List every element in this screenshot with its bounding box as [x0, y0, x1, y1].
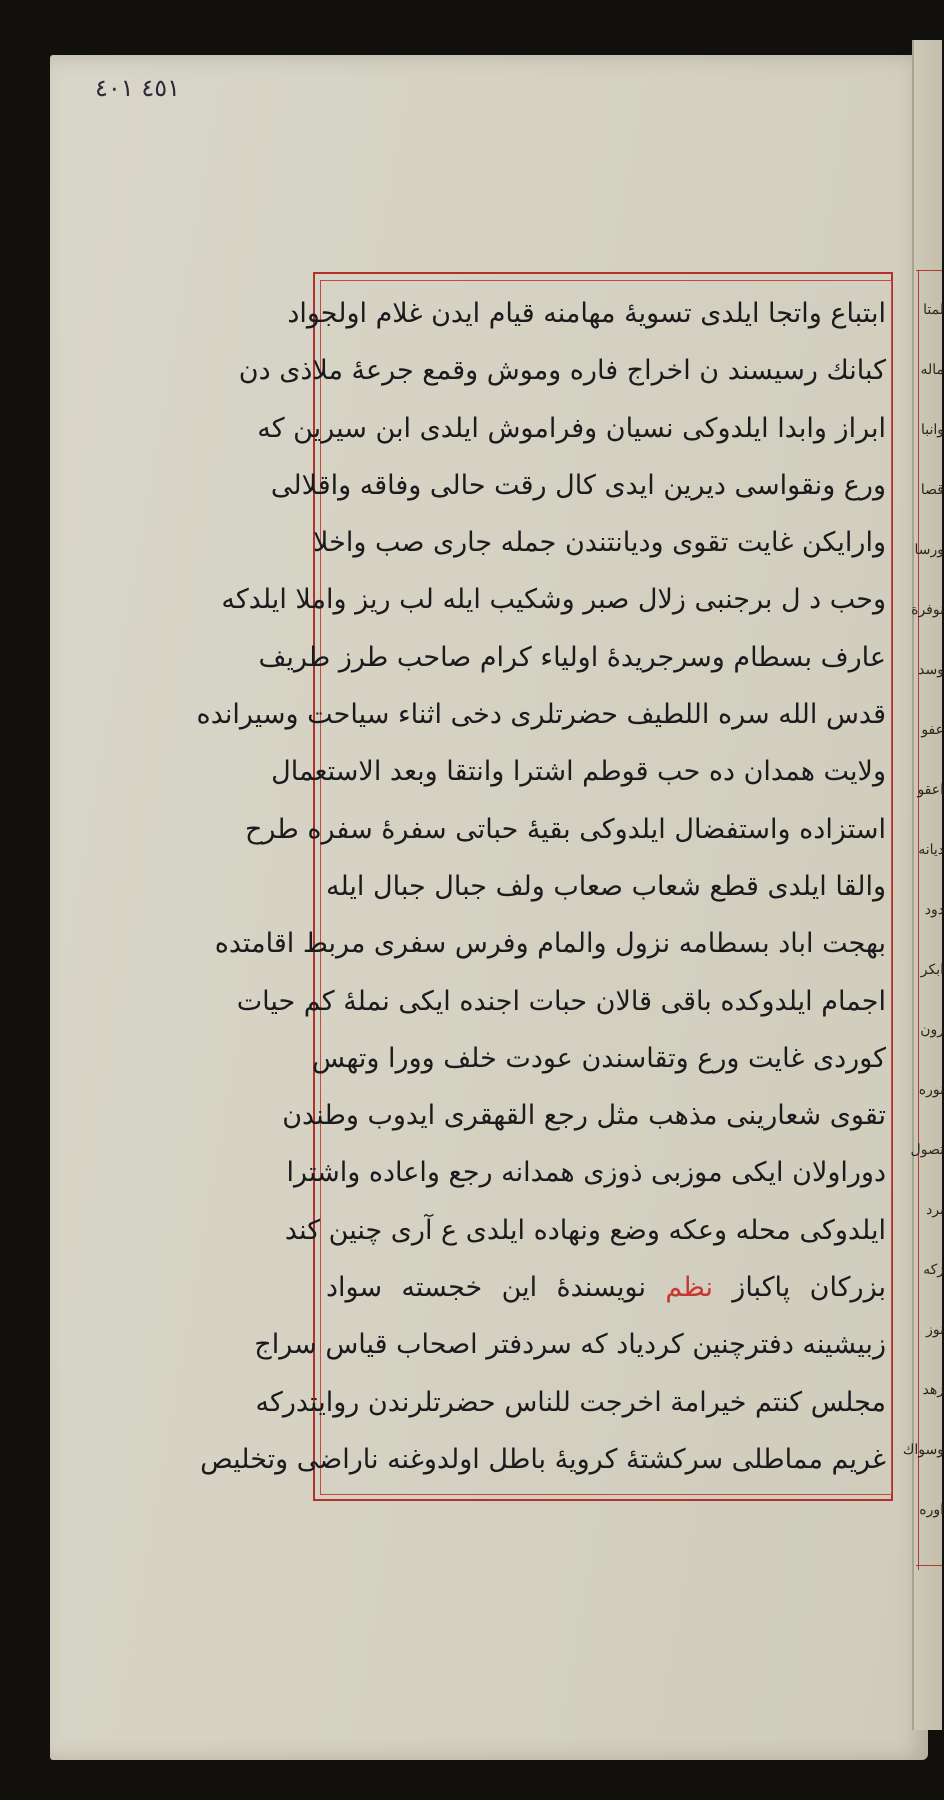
margin-fragment: اعقو [917, 782, 944, 798]
text-line: ايلدوكى محله وعكه وضع ونهاده ايلدى ع آرى چنين كند [284, 1214, 886, 1246]
rubric-word: نظم [665, 1272, 713, 1304]
text-line: كبانك رسيسند ن اخراج فاره وموش وقمع جرعهٔ ملاذى دن [238, 355, 886, 387]
text-line: ابتباع واتجا ايلدى تسويهٔ مهامنه قيام ايدن غلام اولجواد [287, 298, 886, 329]
adjacent-frame-rule [918, 270, 919, 1570]
margin-fragment: تصول [910, 1142, 944, 1158]
margin-fragment: ورسا [914, 542, 944, 558]
margin-fragment: دود [924, 902, 944, 918]
text-line: ابراز وابدا ايلدوكى نسيان وفراموش ايلدى ابن سيرين كه [257, 412, 886, 444]
text-line: زبيشينه دفترچنين كردياد كه سردفتر اصحاب قياس سراج [254, 1329, 886, 1361]
folio-number: ٤٥١ ٤٠١ [95, 74, 180, 102]
text-line: كوردى غايت ورع وتقاسندن عودت خلف وورا وتهس [312, 1042, 886, 1074]
text-line: والقا ايلدى قطع شعاب صعاب ولف جبال جبال ايله [326, 870, 886, 902]
text-line: استزاده واستفضال ايلدوكى بقيهٔ حباتى سفرهٔ سفره طرح [244, 813, 886, 845]
text-line: تقوى شعارينى مذهب مثل رجع القهقرى ايدوب وطندن [282, 1100, 886, 1132]
margin-fragment: ابكر [920, 962, 944, 978]
text-line: بهجت اباد بسطامه نزول والمام وفرس سفرى مربط اقامتده [214, 928, 886, 960]
adjacent-frame-rule-top [916, 270, 942, 271]
adjacent-page-edge [902, 40, 944, 1730]
manuscript-text-block [196, 285, 886, 1490]
text-line: قدس الله سره اللطيف حضرتلرى دخى اثناء سياحت وسيرانده [196, 699, 886, 731]
text-line: ولايت همدان ده حب قوطم اشترا وانتقا وبعد الاستعمال [271, 756, 886, 788]
margin-fragment: نوز [926, 1322, 944, 1338]
margin-fragment: اوره [919, 1502, 944, 1518]
text-line: اجمام ايلدوكده باقى قالان حبات اجنده ايكى نملهٔ كم حيات [236, 985, 886, 1017]
margin-fragment: برد [926, 1202, 944, 1218]
margin-fragment: وسواك [902, 1442, 944, 1458]
margin-fragment: زهد [922, 1382, 944, 1398]
text-line-with-rubric: بزركان پاكباز نظم نويسندهٔ اين خجسته سواد [326, 1272, 886, 1304]
margin-fragment: لمتا [923, 302, 944, 318]
margin-fragment: وانبا [920, 422, 944, 438]
margin-fragment: نوفرة [911, 602, 944, 618]
text-line: ورع ونقواسى ديرين ايدى كال رقت حالى وفاقه واقلالى [270, 469, 886, 501]
margin-fragment: زكه [923, 1262, 944, 1278]
margin-fragment: نوره [918, 1082, 944, 1098]
text-line: دوراولان ايكى موزبى ذوزى همدانه رجع واعاده واشترا [286, 1157, 886, 1189]
text-line: عارف بسطام وسرجريدهٔ اولياء كرام صاحب طرز طريف [258, 641, 886, 673]
text-line: غريم مماطلى سركشتهٔ كرويهٔ باطل اولدوغنه ناراضى وتخليص [200, 1443, 886, 1475]
margin-fragment: ديانه [918, 842, 944, 858]
margin-fragment: قصا [920, 482, 944, 498]
text-line: مجلس كنتم خيرامة اخرجت للناس حضرتلرندن روايتدركه [255, 1386, 886, 1418]
margin-fragment: وسد [918, 662, 944, 678]
text-line: وارايكن غايت تقوى وديانتندن جمله جارى صب واخلا [313, 527, 886, 559]
margin-fragment: عفو [921, 722, 944, 738]
margin-fragment: رون [920, 1022, 944, 1038]
text-line: وحب د ل برجنبى زلال صبر وشكيب ايله لب ريز واملا ايلدكه [221, 584, 886, 616]
adjacent-frame-rule-bottom [916, 1565, 942, 1566]
margin-fragment: ماله [920, 362, 944, 378]
